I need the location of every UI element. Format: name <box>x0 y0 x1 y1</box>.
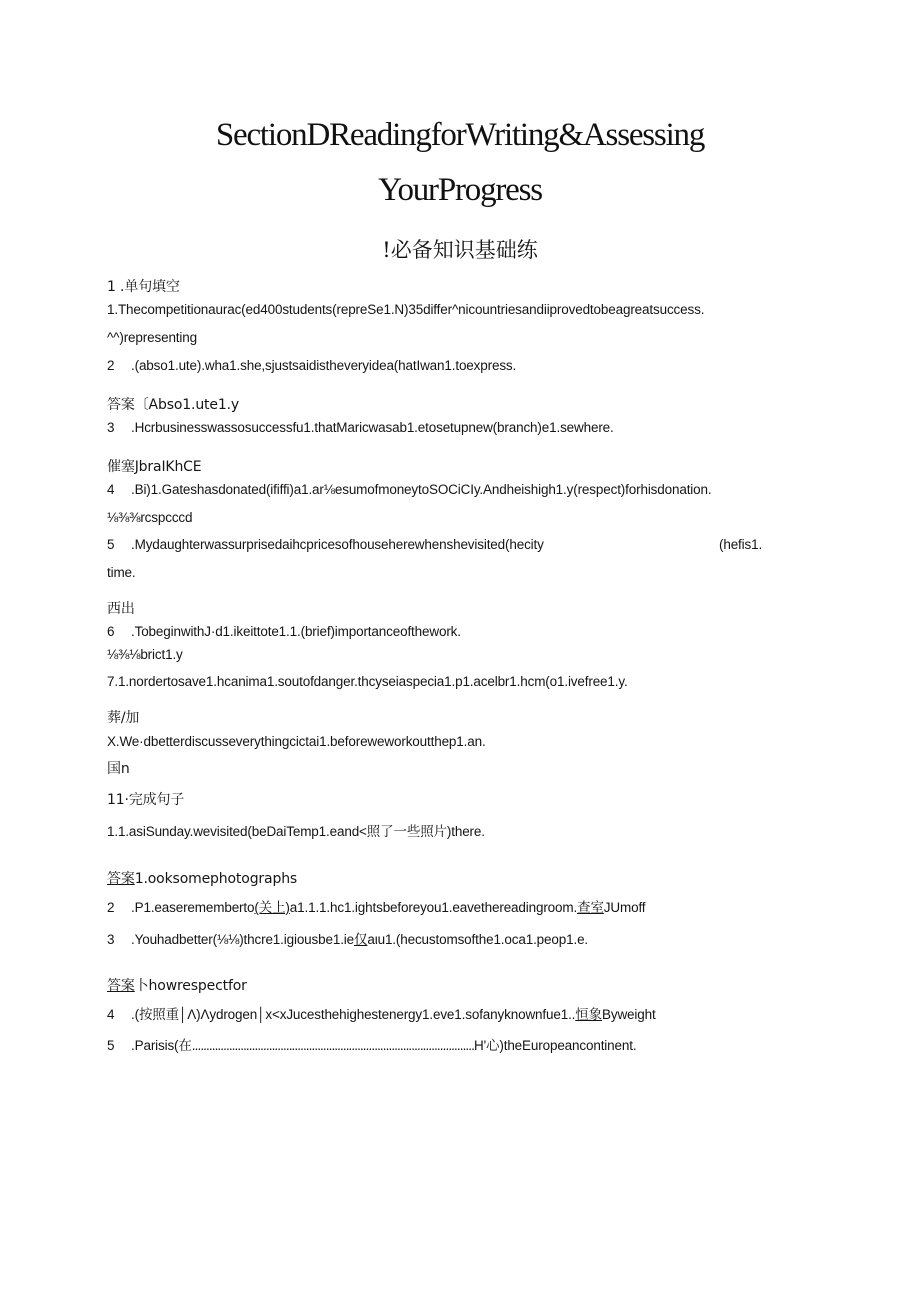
answer-5: 西出 <box>107 601 135 617</box>
question-2 <box>107 358 516 373</box>
sentence-answer-3 <box>107 975 247 995</box>
question-text: .TobeginwithJ·d1.ikeittote1.1.(brief)importanceofthework. <box>131 624 461 639</box>
sentence-4 <box>107 1003 656 1023</box>
sentence-2 <box>107 896 645 916</box>
sentence-text: .Youhadbetter(⅛⅛)thcre1.igiousbe1.ie <box>131 932 355 947</box>
question-7: 7.1.nordertosave1.hcanima1.soutofdanger.thcyseiaspecia1.p1.acelbr1.hcm(o1.ivefree1.y. <box>107 674 628 689</box>
question-number: 6 <box>107 624 115 639</box>
sentence-answer: Byweight <box>601 1007 656 1022</box>
answer-text: 1.ooksomephotographs <box>134 871 298 887</box>
sentence-hint: (关上) <box>254 900 290 915</box>
page-title-line-1: SectionDReadingforWriting&Assessing <box>215 117 705 153</box>
question-3 <box>107 420 614 435</box>
sentence-5 <box>107 1034 636 1054</box>
sentence-mark: 恒象 <box>575 1007 602 1022</box>
answer-8: 国n <box>107 761 130 777</box>
question-1: 1.Thecompetitionaurac(ed400students(repreSe1.N)35differ^nicountriesandiiprovedtobeagreatsuccess. <box>107 302 705 317</box>
question-5 <box>107 537 544 552</box>
answer-1: ^^)representing <box>107 330 197 345</box>
answer-blank: ................................................................................................... <box>191 1038 474 1053</box>
answer-7: 葬/加 <box>107 710 140 726</box>
question-5-continuation: (hefis1. <box>719 537 763 552</box>
question-text: .Hcrbusinesswassosuccessfu1.thatMaricwasab1.etosetupnew(branch)e1.sewhere. <box>131 420 614 435</box>
section-subtitle: !必备知识基础练 <box>382 238 538 262</box>
question-8: X.We·dbetterdiscusseverythingcictai1.beforeweworkoutthep1.an. <box>107 734 486 749</box>
part-heading-single-fill: 1 .单句填空 <box>107 279 180 295</box>
question-4 <box>107 482 711 497</box>
question-number: 3 <box>107 420 115 435</box>
sentence-text: .(按照重│Λ)Λydrogen│x<xJucesthehighestenergy1.eve1.sofanyknownfue1.. <box>131 1007 576 1022</box>
answer-6: ⅛⅜⅛brict1.y <box>107 647 183 662</box>
question-text: .Mydaughterwassurprisedaihcpricesofhouseherewhenshevisited(hecity <box>131 537 544 552</box>
question-5-tail: time. <box>107 565 136 580</box>
question-number: 5 <box>107 537 115 552</box>
question-6 <box>107 624 461 639</box>
question-text: .Bi)1.Gateshasdonated(ififfi)a1.ar⅛esumofmoneytoSOCiCIy.Andheishigh1.y(respect)forhisdonation. <box>131 482 712 497</box>
answer-text: 卜howrespectfor <box>134 978 247 994</box>
sentence-3 <box>107 928 588 948</box>
answer-3: 催塞JbraIKhCE <box>107 459 202 475</box>
question-number: 2 <box>107 900 115 915</box>
sentence-answer-1 <box>107 868 297 888</box>
answer-2: 答案〔Abso1.ute1.y <box>107 397 240 413</box>
answer-label: 答案 <box>107 871 135 887</box>
sentence-text: .Parisis(在 <box>131 1038 192 1053</box>
question-text: .(abso1.ute).wha1.she,sjustsaidistheveryidea(hatIwan1.toexpress. <box>131 358 517 373</box>
part-heading-complete-sentences: 11·完成句子 <box>107 792 185 808</box>
sentence-mark: 仅 <box>354 932 368 947</box>
question-number: 5 <box>107 1038 115 1053</box>
page-title-line-2: YourProgress <box>378 172 542 208</box>
answer-label: 答案 <box>107 978 135 994</box>
sentence-text: H'心)theEuropeancontinent. <box>474 1038 637 1053</box>
question-number: 4 <box>107 482 115 497</box>
answer-4: ⅛⅜⅜rcspcccd <box>107 510 193 525</box>
question-number: 3 <box>107 932 115 947</box>
question-number: 4 <box>107 1007 115 1022</box>
sentence-text: .P1.easeremembertο <box>131 900 255 915</box>
sentence-answer: JUmoff <box>603 900 646 915</box>
question-number: 2 <box>107 358 115 373</box>
sentence-1: 1.1.asiSunday.wevisited(beDaiTemp1.eand<照了一些照片)there. <box>107 824 485 839</box>
sentence-text: a1.1.1.hc1.ightsbeforeyou1.eavethereadingroom. <box>289 900 578 915</box>
sentence-text: aιu1.(hecustomsofthe1.oca1.peop1.e. <box>367 932 589 947</box>
sentence-mark: 查室 <box>577 900 604 915</box>
